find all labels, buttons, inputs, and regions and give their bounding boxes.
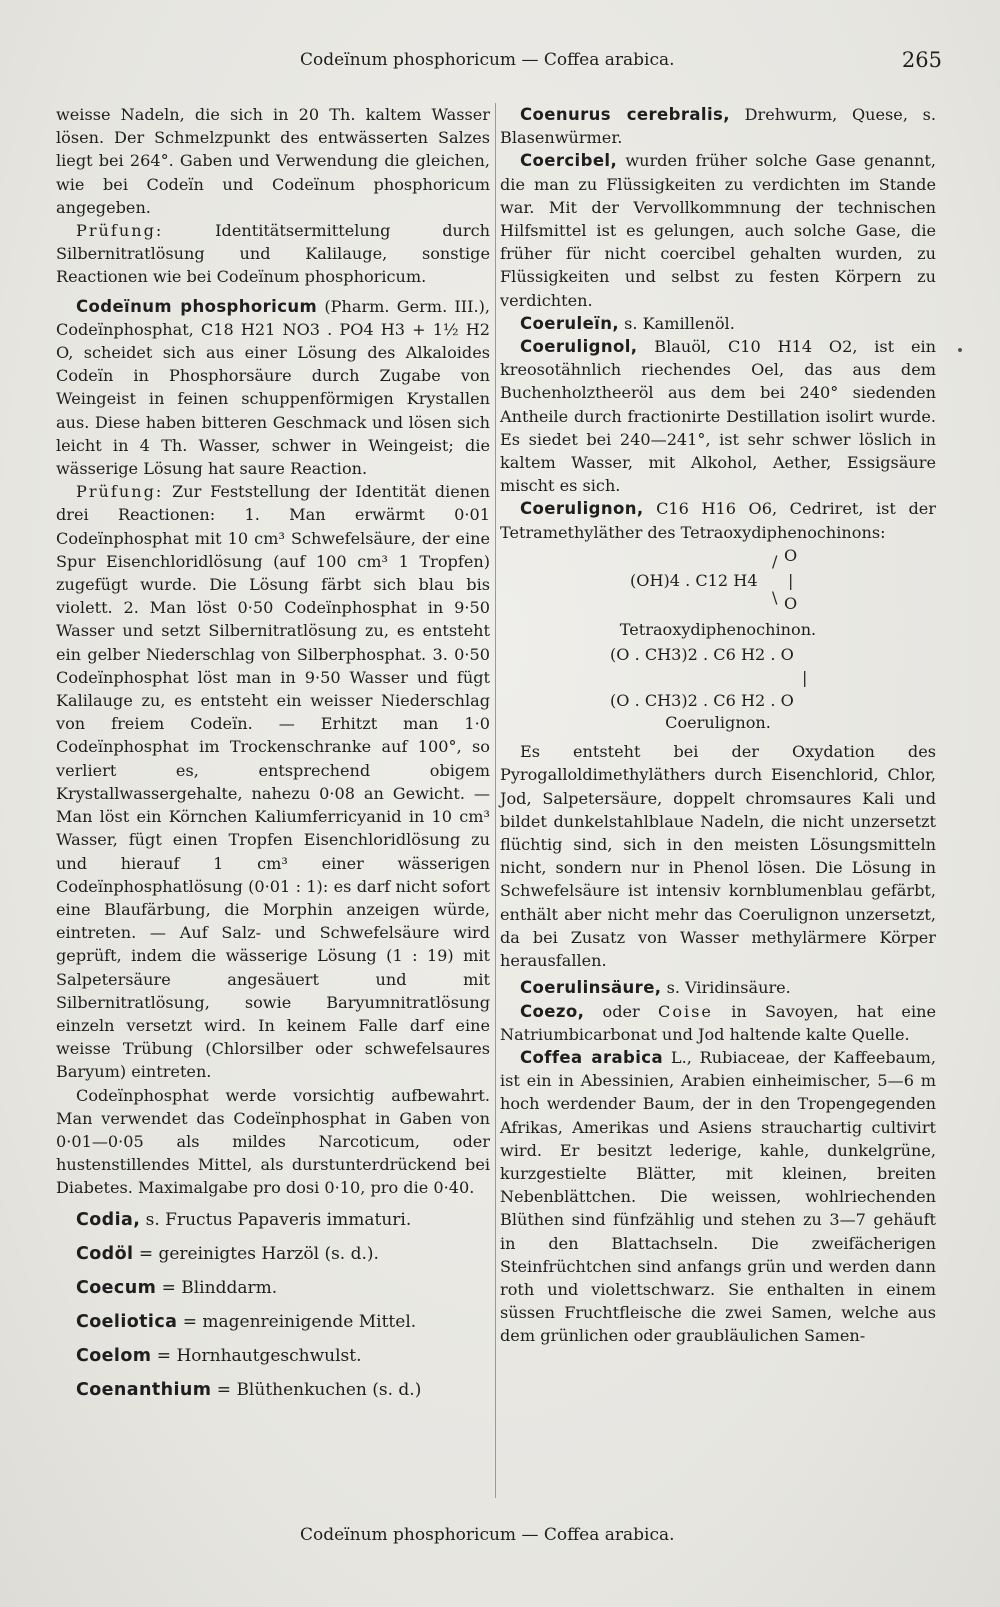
entry-text: = gereinigtes Harzöl (s. d.). [133, 1243, 379, 1264]
short-entries-list [56, 1206, 490, 1404]
label-pruefung: Prüfung: [76, 482, 164, 502]
paragraph-text: Zur Feststellung der Identität dienen drei Reactionen: 1. Man erwärmt 0·01 Codeïnphosphat mit 10 cm³ Schwefelsäure, der eine Spur Eisenchloridlösung (auf 100 cm³ 1 Tropfen) zugefügt wurde. Die Lösung färbt sich blau bis violett. 2. Man löst 0·50 Codeïnphosphat in 9·50 Wasser und setzt Silbernitratlösung zu, es entsteht ein gelber Niederschlag von Silberphosphat. 3. 0·50 Codeïnphosphat löst man in 9·50 Wasser und fügt Kalilauge zu, es entsteht ein weisser Niederschlag von freiem Codeïn. — Erhitzt man 1·0 Codeïnphosphat im Trockenschranke auf 100°, so verliert es, entsprechend obigem Krystallwassergehalte, nahezu 0·08 an Gewicht. — Man löst ein Körnchen Kaliumferricyanid in 10 cm³ Wasser, fügt einen Tropfen Eisenchloridlösung zu und hierauf 1 cm³ einer wässerigen Codeïnphosphatlösung (0·01 : 1): es darf nicht sofort eine Blaufärbung, die Morphin anzeigen würde, eintreten. — Auf Salz- und Schwefelsäure wird geprüft, indem die wässerige Lösung (1 : 19) mit Salpetersäure angesäuert und mit Silbernitratlösung, sowie Baryumnitratlösung einzeln versetzt wird. In keinem Falle darf eine weisse Trübung (Chlorsilber oder schwefelsaures Baryum) eintreten. [56, 482, 490, 1082]
entry-codoel [56, 1240, 490, 1268]
spaced-word-coise: Coise [658, 1001, 713, 1021]
headword: Coecum [76, 1277, 157, 1298]
entry-coercibel [500, 149, 936, 311]
running-head-title: Codeïnum phosphoricum — Coffea arabica. [300, 50, 675, 70]
paragraph-coerulignon-oxidation: Es entsteht bei der Oxydation des Pyrogalloldimethyläthers durch Eisenchlorid, Chlor, Jod, Salpetersäure, doppelt chromsaures Kali und bildet dunkelstahlblaue Nadeln, die nicht unzersetzt flüchtig sind, sich in den meisten Lösungsmitteln nicht, sondern nur in Phenol lösen. Die Lösung in Schwefelsäure ist intensiv kornblumenblau gefärbt, enthält aber nicht mehr das Coerulignon unzersetzt, da bei Zusatz von Wasser methylärmere Körper herausfallen. [500, 742, 936, 971]
running-head [0, 48, 1000, 78]
entry-coenurus [500, 103, 936, 149]
entry-coerulein [500, 312, 936, 335]
entry-text: (Pharm. Germ. III.), Codeïnphosphat, C18 H21 NO3 . PO4 H3 + 1½ H2 O, scheidet sich aus einer Lösung des Alkaloides Codeïn in Phosphorsäure durch Zugabe von Weingeist in feinen schuppenförmigen Krystallen aus. Diese haben bitteren Geschmack und lösen sich leicht in 4 Th. Wasser, schwer in Weingeist; die wässerige Lösung hat saure Reaction. [56, 296, 490, 479]
entry-coezo [500, 1000, 936, 1046]
entry-text: = magenreinigende Mittel. [177, 1311, 417, 1332]
entry-coerulinsaeure [500, 976, 936, 999]
headword: Coerulignol, [520, 337, 638, 357]
column-divider [495, 103, 496, 1498]
entry-coerulignon [500, 497, 936, 543]
headword: Coeliotica [76, 1311, 178, 1332]
entry-coerulignol [500, 335, 936, 497]
paragraph-continuation: weisse Nadeln, die sich in 20 Th. kaltem Wasser lösen. Der Schmelzpunkt des entwässerten Salzes liegt bei 264°. Gaben und Verwendung die gleichen, wie bei Codeïn und Codeïnum phosphoricum angegeben. [56, 105, 490, 217]
entry-text: = Blüthenkuchen (s. d.) [211, 1379, 422, 1400]
paragraph-pruefung-1 [56, 219, 490, 289]
entry-text: in Savoyen, hat eine Natriumbicarbonat und Jod haltende kalte Quelle. [500, 1001, 936, 1044]
formula-bond-upper: / [772, 551, 778, 571]
entry-text: Drehwurm, Quese, s. Blasenwürmer. [500, 105, 936, 148]
headword: Coerulinsäure, [520, 978, 662, 998]
headword: Coffea arabica [520, 1047, 664, 1067]
speck-mark [958, 348, 962, 352]
formula-row-2: (O . CH3)2 . C6 H2 . O [610, 691, 794, 711]
entry-text: wurden früher solche Gase genannt, die man zu Flüssigkeiten zu verdichten im Stande war. Mit der Vervollkommnung der technischen Hilfsmittel ist es gelungen, auch solche Gase, die früher für nicht coercibel gehalten wurden, zu Flüssigkeiten und selbst zu festen Körpern zu verdichten. [500, 151, 936, 310]
entry-coeliotica [56, 1308, 490, 1336]
formula-coerulignon [500, 643, 936, 729]
entry-text: s. Fructus Papaveris immaturi. [140, 1209, 412, 1230]
entry-text: s. Kamillenöl. [619, 313, 735, 333]
headword: Coercibel, [520, 151, 618, 171]
entry-text: L., Rubiaceae, der Kaffeebaum, ist ein in Abessinien, Arabien einheimischer, 5—6 m hoch werdender Baum, der in den Tropengegenden Afrikas, Amerikas und Asiens strauchartig cultivirt wird. Er besitzt lederige, kahle, dunkelgrüne, kurzgestielte Blätter, mit kleinen, breiten Nebenblättchen. Die weissen, wohlriechenden Blüthen sind fünfzählig und stehen zu 3—7 gehäuft in den Blattachseln. Die zweifächerigen Steinfrüchtchen sind anfangs grün und werden dann roth und violettschwarz. Sie enthalten in einem süssen Fruchtfleische die zwei Samen, welche aus dem grünlichen oder graubläulichen Samen- [500, 1047, 936, 1346]
entry-coenanthium [56, 1376, 490, 1404]
entry-text: Blauöl, C10 H14 O2, ist ein kreosotähnlich riechendes Oel, das aus dem Buchenholztheeröl aus dem bei 240° siedenden Antheile durch fractionirte Destillation isolirt wurde. Es siedet bei 240—241°, ist sehr schwer löslich in kaltem Wasser, mit Alkohol, Aether, Essigsäure mischt es sich. [500, 337, 936, 496]
entry-codia [56, 1206, 490, 1234]
formula-main: (OH)4 . C12 H4 [630, 570, 758, 590]
paragraph-storage: Codeïnphosphat werde vorsichtig aufbewahrt. Man verwendet das Codeïnphosphat in Gaben von 0·01—0·05 als mildes Narcoticum, oder hustenstillendes Mittel, als durstunterdrückend bei Diabetes. Maximalgabe pro dosi 0·10, pro die 0·40. [56, 1085, 490, 1198]
formula-bond-lower: \ [772, 587, 778, 607]
left-column [56, 103, 490, 1404]
headword: Coenanthium [76, 1379, 212, 1400]
headword: Coenurus cerebralis, [520, 105, 730, 124]
formula-caption-2: Coerulignon. [665, 713, 771, 733]
page-footer: Codeïnum phosphoricum — Coffea arabica. [300, 1525, 675, 1545]
entry-text: = Blinddarm. [156, 1277, 278, 1298]
entry-text: = Hornhautgeschwulst. [151, 1345, 362, 1366]
headword: Codia, [76, 1209, 141, 1230]
headword: Coezo, [520, 1001, 585, 1021]
formula-bond-vertical: | [788, 570, 794, 590]
entry-coelom [56, 1342, 490, 1370]
entry-text: oder [584, 1001, 658, 1021]
entry-coffea-arabica [500, 1046, 936, 1348]
entry-text: s. Viridinsäure. [661, 978, 791, 998]
formula-oxygen-lower: O [784, 593, 798, 613]
formula-row-1: (O . CH3)2 . C6 H2 . O [610, 645, 794, 665]
right-column [500, 103, 936, 1348]
formula-oxygen-upper: O [784, 545, 798, 565]
entry-codeinum-phosphoricum [56, 295, 490, 481]
formula-caption-1: Tetraoxydiphenochinon. [619, 619, 817, 639]
entry-coecum [56, 1274, 490, 1302]
headword: Coelom [76, 1345, 152, 1366]
page-number: 265 [901, 48, 942, 72]
formula-tetraoxydiphenochinon [500, 544, 936, 618]
label-pruefung: Prüfung: [76, 221, 164, 241]
paragraph-text: Identitätsermittelung durch Silbernitratlösung und Kalilauge, sonstige Reactionen wie bei Codeïnum phosphoricum. [56, 221, 490, 287]
paragraph-pruefung-2 [56, 480, 490, 1083]
headword: Codeïnum phosphoricum [76, 296, 318, 316]
formula-bond-vertical: | [802, 668, 808, 688]
entry-text: C16 H16 O6, Cedriret, ist der Tetramethyläther des Tetraoxydiphenochinons: [500, 499, 936, 542]
headword: Coerulignon, [520, 499, 644, 519]
headword: Codöl [76, 1243, 134, 1264]
headword: Coeruleïn, [520, 313, 620, 333]
